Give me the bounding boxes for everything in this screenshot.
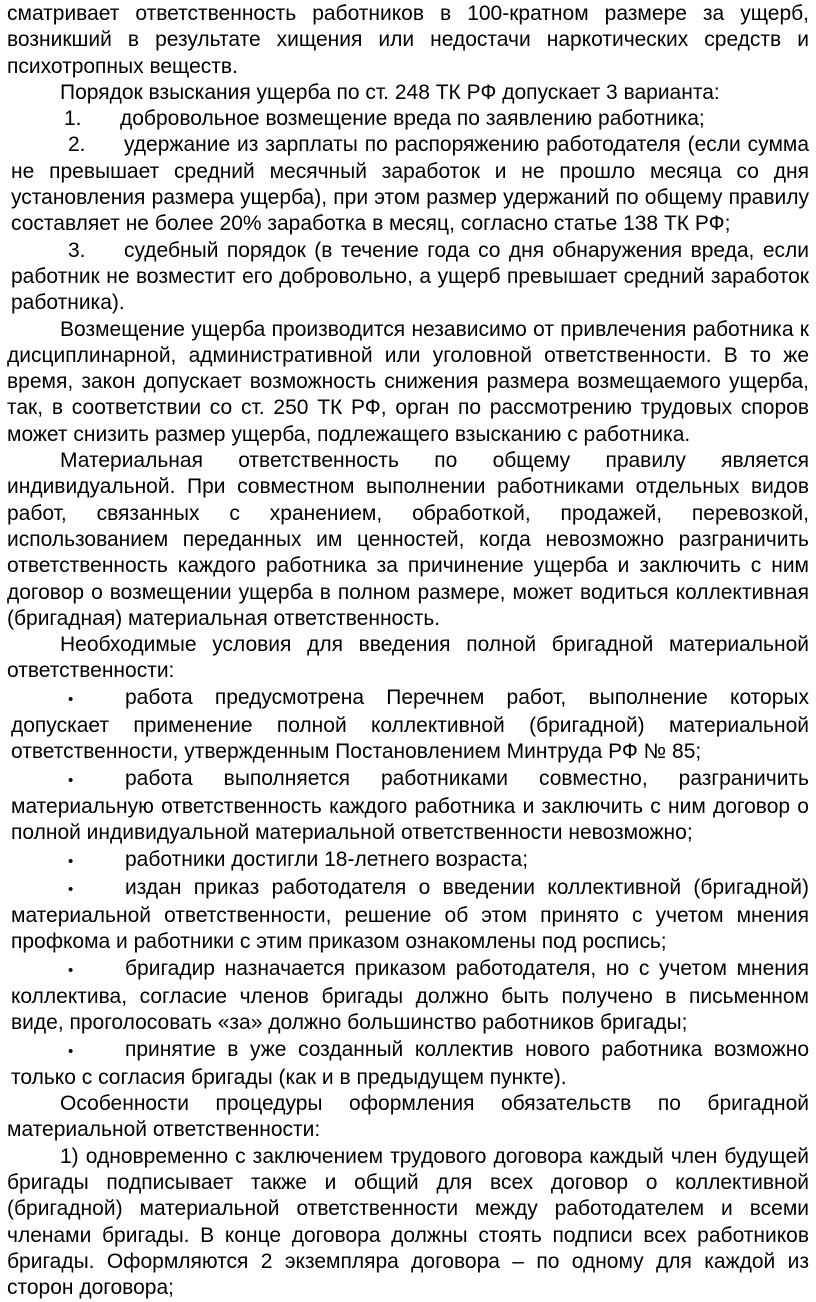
list-marker: 2. — [68, 133, 86, 157]
bullet-icon: • — [68, 961, 74, 979]
procedure-intro: Особенности процедуры оформления обязательств по бригадной материальной ответственности: — [7, 1092, 809, 1142]
recovery-intro: Порядок взыскания ущерба по ст. 248 ТК РФ допускает 3 варианта: — [60, 80, 720, 104]
list-item-text: принятие в уже созданный коллектив нового работника возможно только с согласия бригады (как и в предыдущем пункте). — [11, 1037, 809, 1089]
recovery-option-2 — [7, 132, 809, 237]
list-item-text: работа выполняется работниками совместно, разграничить материальную ответственность каждого работника и заключить с ним договор о полной индивидуальной материальной ответственности невозможно; — [11, 766, 809, 845]
condition-item — [7, 875, 809, 956]
continuation-paragraph: сматривает ответственность работников в 100-кратном размере за ущерб, возникший в результате хищения или недостачи наркотических средств и психотропных веществ. — [7, 2, 809, 78]
condition-item — [7, 847, 809, 875]
list-item-text: работники достигли 18-летнего возраста; — [125, 847, 529, 871]
bullet-icon: • — [68, 690, 74, 708]
condition-item — [7, 956, 809, 1037]
condition-item — [7, 766, 809, 847]
recovery-option-3 — [7, 238, 809, 317]
individual-liability-paragraph: Материальная ответственность по общему правилу является индивидуальной. При совместном выполнении работниками отдельных видов работ, связанных с хранением, обработкой, продажей, перевозкой, использованием переданных им ценностей, когда невозможно разграничить ответственность каждого работника за причинение ущерба и заключить с ним договор о возмещении ущерба в полном размере, может водиться коллективная (бригадная) материальная ответственность. — [7, 449, 809, 630]
bullet-icon: • — [68, 852, 74, 870]
list-item-text: бригадир назначается приказом работодателя, но с учетом мнения коллектива, согласие членов бригады должно быть получено в письменном виде, проголосовать «за» должно большинство работников бригады; — [11, 956, 809, 1035]
list-item-text: издан приказ работодателя о введении коллективной (бригадной) материальной ответственности, решение об этом принято с учетом мнения профкома и работники с этим приказом ознакомлены под роспись; — [11, 875, 809, 954]
list-item-text: судебный порядок (в течение года со дня обнаружения вреда, если работник не возместит его добровольно, а ущерб превышает средний заработок работника). — [11, 238, 809, 315]
list-item-text: добровольное возмещение вреда по заявлению работника; — [120, 107, 705, 131]
conditions-intro: Необходимые условия для введения полной бригадной материальной ответственности: — [7, 633, 809, 683]
recovery-option-1 — [7, 106, 809, 132]
compensation-paragraph: Возмещение ущерба производится независимо от привлечения работника к дисциплинарной, административной или уголовной ответственности. В то же время, закон допускает возможность снижения размера возмещаемого ущерба, так, в соответствии со ст. 250 ТК РФ, орган по рассмотрению трудовых споров может снизить размер ущерба, подлежащего взысканию с работника. — [7, 317, 809, 446]
condition-item — [7, 685, 809, 766]
condition-item — [7, 1037, 809, 1092]
procedure-step-1: 1) одновременно с заключением трудового договора каждый член будущей бригады подписывает также и общий для всех договор о коллективной (бригадной) материальной ответственности между работодателем и всеми членами бригады. В конце договора должны стоять подписи всех работников бригады. Оформляются 2 экземпляра договора – по одному для каждой из сторон договора; — [7, 1144, 809, 1300]
list-item-text: удержание из зарплаты по распоряжению работодателя (если сумма не превышает средний месячный заработок и не прошло месяца со дня установления размера ущерба), при этом размер удержаний по общему правилу составляет не более 20% заработка в месяц, согласно статье 138 ТК РФ; — [11, 133, 809, 236]
bullet-icon: • — [68, 1042, 74, 1060]
list-marker: 1. — [64, 107, 82, 131]
bullet-icon: • — [68, 771, 74, 789]
list-marker: 3. — [68, 238, 86, 262]
bullet-icon: • — [68, 880, 74, 898]
list-item-text: работа предусмотрена Перечнем работ, выполнение которых допускает применение полной коллективной (бригадной) материальной ответственности, утвержденным Постановлением Минтруда РФ № 85; — [11, 685, 809, 764]
